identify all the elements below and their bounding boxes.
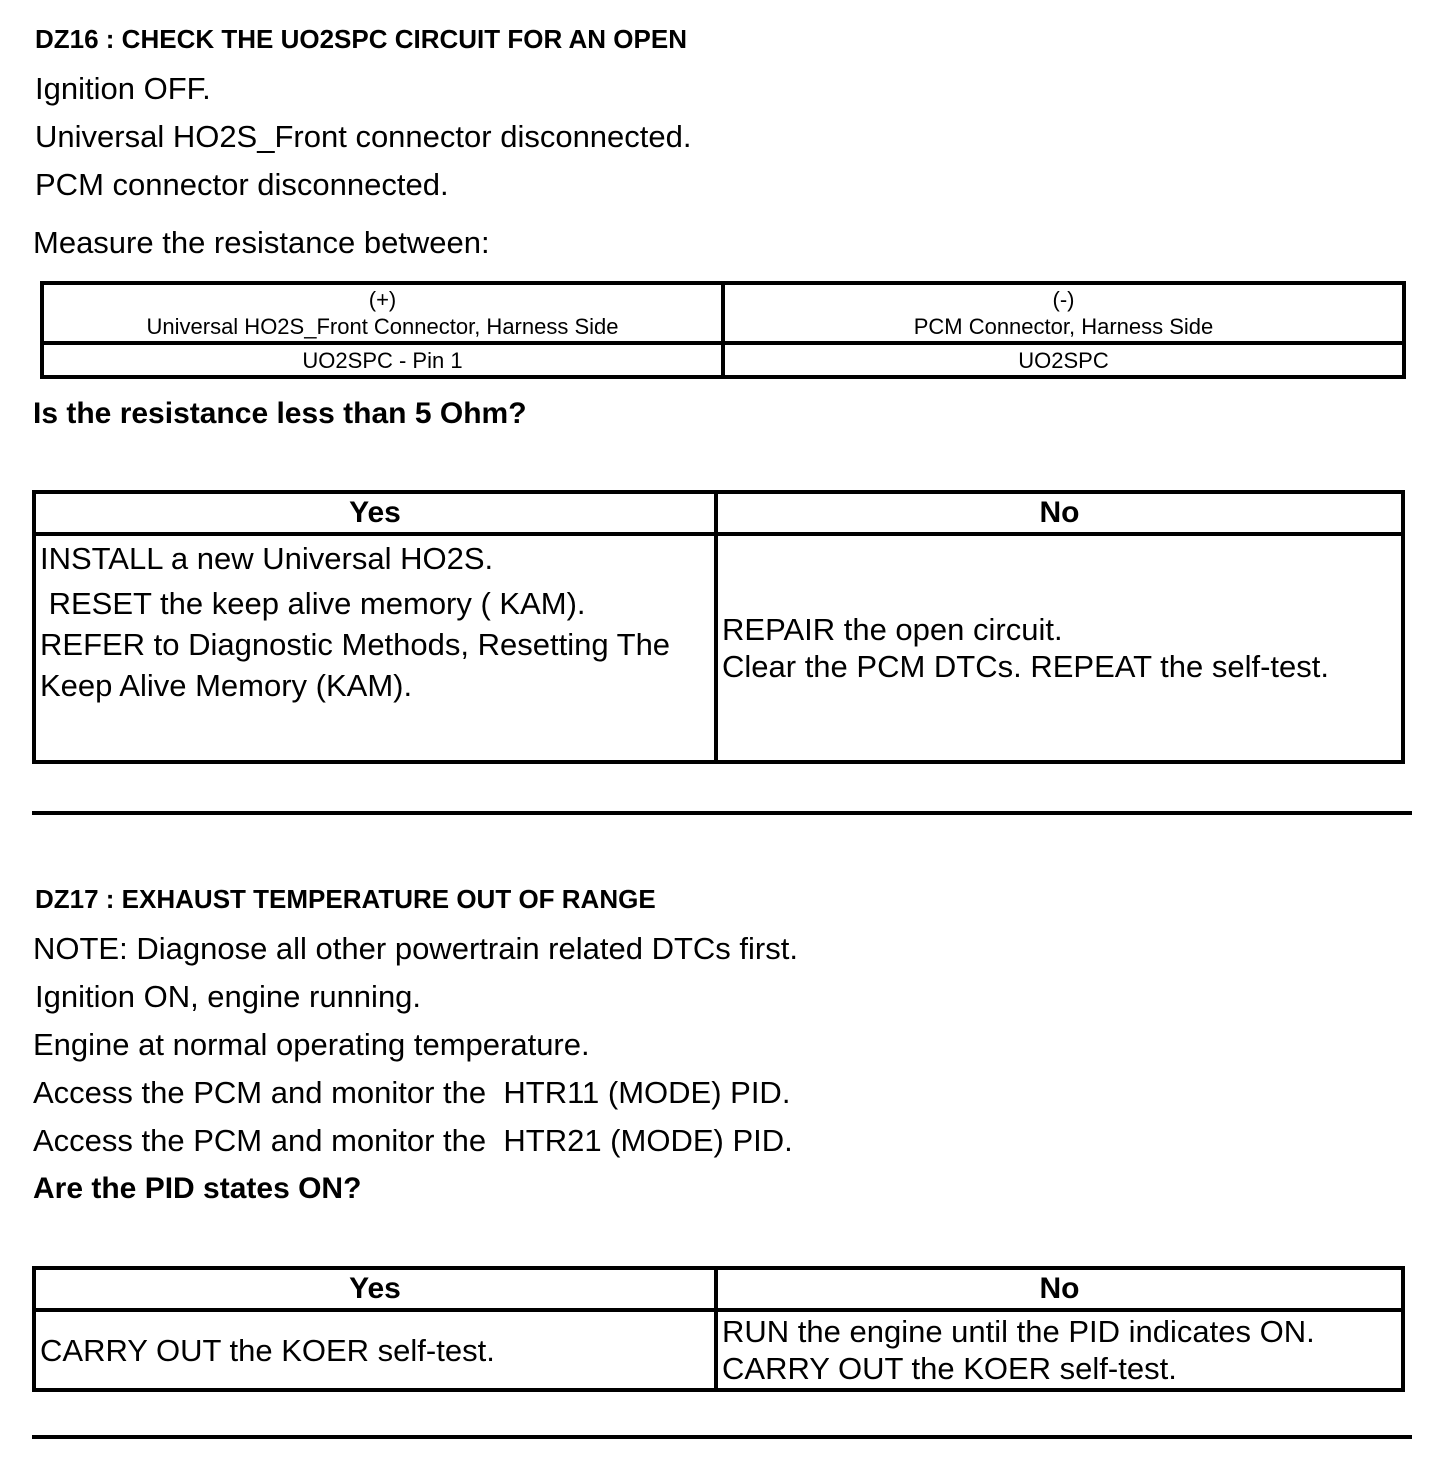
dz17-step-5: Access the PCM and monitor the HTR21 (MODE) PID. <box>33 1123 793 1158</box>
plus-connector-label: Universal HO2S_Front Connector, Harness Side <box>146 314 619 339</box>
no-header: No <box>716 492 1403 534</box>
section-divider <box>32 811 1412 815</box>
yes-line-1: CARRY OUT the KOER self-test. <box>40 1332 495 1368</box>
bottom-divider <box>32 1435 1412 1439</box>
minus-connector-label: PCM Connector, Harness Side <box>913 314 1214 339</box>
yes-answer-cell <box>34 534 716 762</box>
answer-body-row <box>34 534 1403 762</box>
answer-header-row <box>34 1268 1403 1310</box>
no-line-2: CARRY OUT the KOER self-test. <box>722 1351 1177 1386</box>
dz16-step-2: Universal HO2S_Front connector disconnected. <box>35 119 692 154</box>
yes-line-3: REFER to Diagnostic Methods, Resetting The <box>40 627 671 662</box>
no-answer-cell <box>716 534 1403 762</box>
yes-line-4: Keep Alive Memory (KAM). <box>40 668 413 703</box>
dz16-title: DZ16 : CHECK THE UO2SPC CIRCUIT FOR AN OPEN <box>35 24 687 54</box>
dz17-step-1: NOTE: Diagnose all other powertrain related DTCs first. <box>33 931 798 966</box>
plus-pin-value: UO2SPC - Pin 1 <box>42 343 723 377</box>
dz17-step-3: Engine at normal operating temperature. <box>33 1027 590 1062</box>
dz17-step-2: Ignition ON, engine running. <box>35 979 422 1014</box>
answer-body-row <box>34 1310 1403 1390</box>
yes-header: Yes <box>34 1268 716 1310</box>
dz16-step-3: PCM connector disconnected. <box>35 167 449 202</box>
yes-line-2: RESET the keep alive memory ( KAM). <box>40 586 586 621</box>
dz16-measure-table <box>40 281 1406 379</box>
dz17-answer-table <box>32 1266 1405 1392</box>
minus-sign: (-) <box>1052 287 1075 312</box>
dz16-question: Is the resistance less than 5 Ohm? <box>33 397 527 430</box>
yes-line-1: INSTALL a new Universal HO2S. <box>40 541 494 576</box>
dz17-question: Are the PID states ON? <box>33 1172 362 1205</box>
no-answer-cell <box>716 1310 1403 1390</box>
no-header: No <box>716 1268 1403 1310</box>
dz16-measure-label: Measure the resistance between: <box>33 225 490 260</box>
dz16-answer-table <box>32 490 1405 764</box>
measure-value-row <box>42 343 1404 377</box>
no-line-1: RUN the engine until the PID indicates ON. <box>722 1314 1315 1349</box>
dz16-step-1: Ignition OFF. <box>35 71 211 106</box>
dz17-title: DZ17 : EXHAUST TEMPERATURE OUT OF RANGE <box>35 884 656 914</box>
no-line-1: REPAIR the open circuit. <box>722 612 1063 647</box>
measure-header-row <box>42 283 1404 343</box>
measure-plus-cell <box>42 283 723 343</box>
minus-pin-value: UO2SPC <box>723 343 1404 377</box>
measure-minus-cell <box>723 283 1404 343</box>
no-line-2: Clear the PCM DTCs. REPEAT the self-test. <box>722 649 1329 684</box>
dz17-step-4: Access the PCM and monitor the HTR11 (MODE) PID. <box>33 1075 791 1110</box>
plus-sign: (+) <box>368 287 397 312</box>
yes-answer-cell <box>34 1310 716 1390</box>
yes-header: Yes <box>34 492 716 534</box>
answer-header-row <box>34 492 1403 534</box>
